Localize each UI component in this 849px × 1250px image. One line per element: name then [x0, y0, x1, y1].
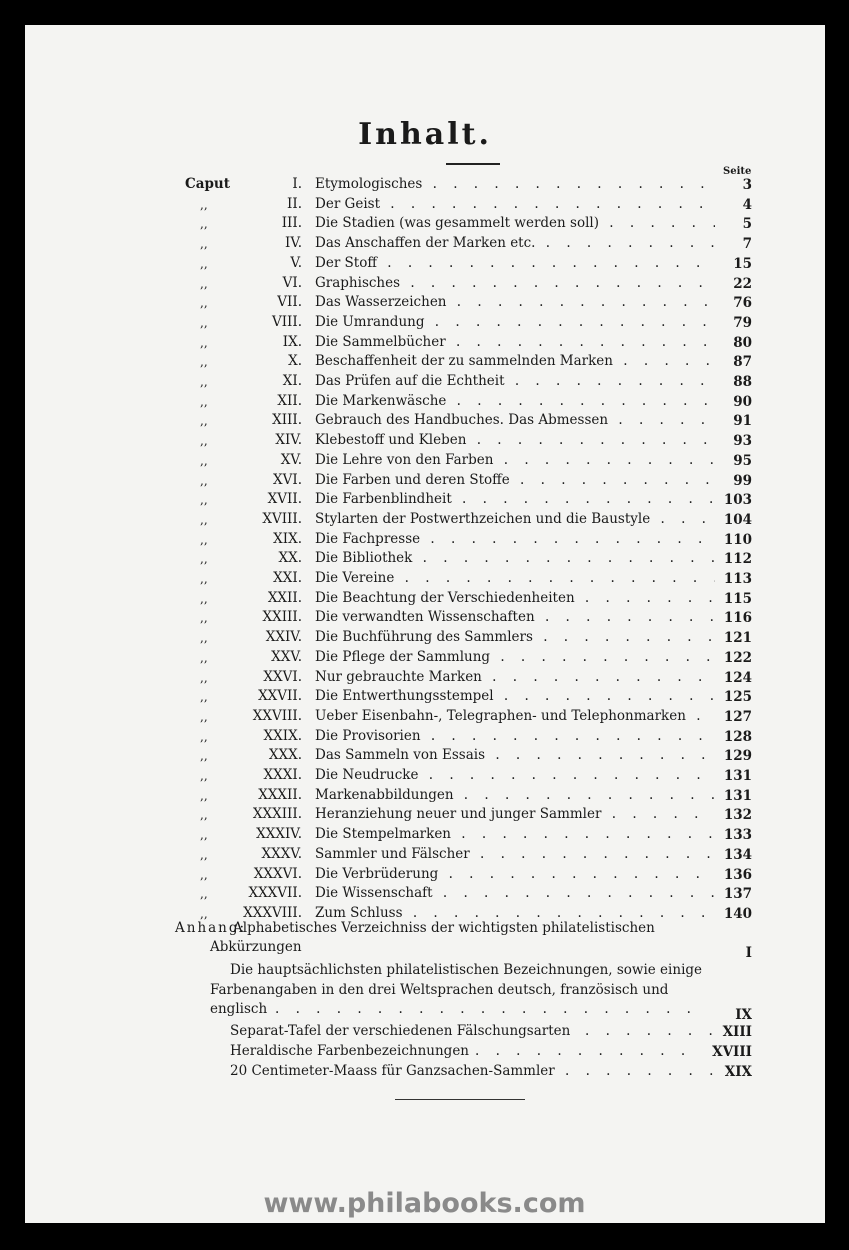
appendix-item-2-line-2: Farbenangaben in den drei Weltsprachen deutsch, französisch und [210, 982, 669, 998]
ditto-mark: ,, [200, 887, 208, 902]
chapter-number: VII. [277, 294, 302, 311]
ditto-mark: ,, [200, 296, 208, 311]
chapter-number: XXXVI. [253, 865, 302, 882]
chapter-page: 80 [733, 334, 752, 351]
appendix-item-1-page: I [745, 945, 752, 961]
chapter-number: V. [290, 254, 302, 271]
ditto-mark: ,, [200, 572, 208, 586]
chapter-title: Markenabbildungen . . . [315, 787, 715, 803]
chapter-number: X. [288, 353, 302, 370]
toc-row [25, 452, 825, 472]
ditto-mark: ,, [200, 867, 208, 882]
chapter-title: Die Lehre von den Farben . . . [315, 452, 715, 468]
chapter-title: Zum Schluss . . . [315, 905, 715, 921]
footer-url: www.philabooks.com [263, 1188, 586, 1219]
ditto-mark: ,, [200, 532, 208, 547]
chapter-title: Der Stoff . . . [315, 255, 715, 271]
toc-row [25, 866, 825, 886]
ditto-mark: ,, [200, 512, 208, 527]
chapter-page: 113 [723, 571, 752, 587]
ditto-mark: ,, [200, 434, 208, 449]
ditto-mark: ,, [200, 906, 208, 921]
toc-row [25, 294, 825, 314]
toc-row [25, 550, 825, 570]
ditto-mark: ,, [200, 611, 208, 626]
ditto-mark: ,, [200, 729, 208, 744]
ditto-mark: ,, [200, 769, 208, 783]
chapter-title: Nur gebrauchte Marken . . . [315, 669, 715, 685]
chapter-page: 128 [723, 728, 752, 745]
chapter-page: 131 [723, 768, 752, 784]
chapter-number: XXI. [273, 570, 302, 586]
chapter-title: Die Farbenblindheit . . . [315, 491, 715, 507]
appendix-item-3-page: XIII [722, 1024, 752, 1040]
chapter-title: Die Bibliothek . . . [315, 550, 715, 566]
chapter-title: Die Fachpresse . . . [315, 531, 715, 547]
chapter-page: 136 [723, 866, 752, 883]
book-page [25, 25, 825, 1223]
chapter-number: XXII. [267, 589, 302, 606]
chapter-page: 131 [723, 787, 752, 804]
ditto-mark: ,, [200, 591, 208, 606]
chapter-number: XXVIII. [252, 707, 302, 724]
appendix-item-4-leader [475, 1043, 700, 1059]
chapter-title: Die Sammelbücher . . . [315, 334, 715, 350]
chapter-title: Ueber Eisenbahn-, Telegraphen- und Telephonmarken . . . [315, 708, 715, 724]
chapter-page: 140 [723, 905, 752, 922]
chapter-page: 110 [723, 531, 752, 548]
chapter-page: 91 [733, 413, 752, 430]
chapter-page: 15 [733, 255, 752, 272]
toc-row [25, 472, 825, 492]
chapter-number: XXXVII. [248, 885, 302, 902]
chapter-page: 87 [733, 354, 752, 371]
appendix-item-3-title: Separat-Tafel der verschiedenen Fälschungsarten [230, 1023, 571, 1039]
chapter-page: 88 [733, 374, 752, 390]
chapter-page: 125 [723, 689, 752, 706]
chapter-number: XXVI. [263, 668, 302, 685]
chapter-number: IV. [284, 235, 302, 252]
toc-row [25, 629, 825, 649]
chapter-title: Die Entwerthungsstempel . . . [315, 688, 715, 704]
ditto-mark: ,, [200, 847, 208, 862]
chapter-number: XXXVIII. [243, 904, 302, 921]
chapter-page: 5 [742, 216, 752, 233]
toc-row [25, 215, 825, 235]
appendix-item-2-line-3: englisch [210, 1001, 268, 1017]
chapter-page: 103 [723, 492, 752, 509]
chapter-title: Graphisches . . . [315, 275, 715, 291]
toc-row [25, 373, 825, 393]
chapter-title: Der Geist . . . [315, 196, 715, 212]
toc-row [25, 747, 825, 767]
chapter-number: XXIII. [262, 609, 302, 626]
chapter-title: Die Beachtung der Verschiedenheiten . . . [315, 590, 715, 606]
chapter-number: XXVII. [258, 688, 302, 705]
ditto-mark: ,, [200, 552, 208, 567]
toc-row [25, 314, 825, 334]
chapter-title: Beschaffenheit der zu sammelnden Marken . . . [315, 353, 715, 369]
chapter-title: Das Wasserzeichen . . . [315, 294, 715, 310]
chapter-number: I. [292, 176, 302, 192]
chapter-number: XVIII. [262, 510, 302, 527]
ditto-mark: ,, [200, 788, 208, 803]
ditto-mark: ,, [200, 237, 208, 252]
chapter-page: 104 [723, 511, 752, 528]
title-rule [446, 163, 500, 165]
toc-row [25, 708, 825, 728]
bottom-rule [395, 1099, 525, 1100]
ditto-mark: ,, [200, 394, 208, 409]
ditto-mark: ,, [200, 276, 208, 291]
toc-row [25, 196, 825, 216]
chapter-page: 90 [733, 393, 752, 410]
chapter-title: Gebrauch des Handbuches. Das Abmessen . . . [315, 412, 715, 428]
appendix-item-1-line-2: Abkürzungen [210, 939, 302, 955]
chapter-number: III. [281, 215, 302, 232]
caput-label: Caput [185, 176, 230, 192]
chapter-number: XXIV. [265, 629, 302, 646]
chapter-page: 122 [723, 649, 752, 666]
chapter-page: 124 [723, 669, 752, 686]
appendix-item-2-leader [275, 1001, 705, 1017]
chapter-title: Heranziehung neuer und junger Sammler . . . [315, 806, 715, 822]
chapter-title: Die Stadien (was gesammelt werden soll) . . . [315, 215, 715, 231]
chapter-number: VI. [282, 274, 302, 291]
ditto-mark: ,, [200, 256, 208, 271]
ditto-mark: ,, [200, 473, 208, 488]
chapter-title: Die verwandten Wissenschaften . . . [315, 609, 715, 625]
ditto-mark: ,, [200, 690, 208, 705]
toc-row [25, 846, 825, 866]
chapter-title: Die Provisorien . . . [315, 728, 715, 744]
appendix-item-2-line-1: Die hauptsächlichsten philatelistischen Bezeichnungen, sowie einige [230, 962, 703, 978]
chapter-number: XXXII. [258, 786, 302, 803]
chapter-number: XXXV. [261, 845, 302, 862]
chapter-number: XX. [278, 550, 302, 567]
toc-row [25, 787, 825, 807]
chapter-title: Das Anschaffen der Marken etc. . . . [315, 235, 715, 251]
ditto-mark: ,, [200, 749, 208, 764]
toc-row [25, 432, 825, 452]
chapter-page: 22 [733, 275, 752, 292]
chapter-number: II. [287, 195, 302, 212]
toc-row [25, 235, 825, 255]
chapter-number: XXXIV. [256, 826, 302, 843]
toc-row [25, 393, 825, 413]
toc-row [25, 590, 825, 610]
chapter-page: 132 [723, 807, 752, 824]
chapter-number: XV. [280, 451, 302, 468]
chapter-page: 99 [733, 472, 752, 489]
ditto-mark: ,, [200, 197, 208, 212]
ditto-mark: ,, [200, 828, 208, 843]
ditto-mark: ,, [200, 414, 208, 429]
page-title: Inhalt. [358, 117, 492, 152]
ditto-mark: ,, [200, 670, 208, 685]
chapter-title: Sammler und Fälscher . . . [315, 846, 715, 862]
chapter-title: Klebestoff und Kleben . . . [315, 432, 715, 448]
appendix-item-5-leader [565, 1063, 715, 1079]
chapter-page: 121 [723, 630, 752, 647]
chapter-page: 137 [723, 886, 752, 903]
chapter-number: XVII. [267, 491, 302, 508]
chapter-number: XIII. [272, 412, 302, 429]
toc-row [25, 885, 825, 905]
chapter-title: Das Prüfen auf die Echtheit . . . [315, 373, 715, 389]
chapter-number: XIX. [273, 530, 302, 547]
toc-row [25, 531, 825, 551]
appendix-item-5-page: XIX [724, 1064, 752, 1080]
chapter-page: 134 [723, 846, 752, 863]
chapter-number: VIII. [271, 313, 302, 330]
ditto-mark: ,, [200, 335, 208, 350]
appendix-item-3-leader [585, 1023, 713, 1039]
chapter-number: XVI. [273, 471, 302, 488]
chapter-title: Die Markenwäsche . . . [315, 393, 715, 409]
chapter-number: IX. [282, 333, 302, 350]
chapter-title: Das Sammeln von Essais . . . [315, 747, 715, 763]
toc-row [25, 511, 825, 531]
toc-row [25, 275, 825, 295]
chapter-page: 112 [723, 551, 752, 568]
chapter-title: Die Buchführung des Sammlers . . . [315, 629, 715, 645]
chapter-title: Die Stempelmarken . . . [315, 826, 715, 842]
toc-row [25, 767, 825, 787]
ditto-mark: ,, [200, 217, 208, 232]
chapter-number: XXXI. [263, 767, 302, 783]
chapter-page: 95 [733, 452, 752, 469]
ditto-mark: ,, [200, 315, 208, 330]
chapter-number: XIV. [275, 432, 302, 449]
chapter-page: 4 [742, 196, 752, 213]
toc-row [25, 806, 825, 826]
chapter-number: XXIX. [263, 727, 302, 744]
chapter-page: 127 [723, 708, 752, 725]
seite-header: Seite [723, 166, 752, 177]
chapter-title: Die Wissenschaft . . . [315, 885, 715, 901]
chapter-title: Etymologisches . . . [315, 176, 715, 192]
chapter-number: XI. [282, 373, 302, 389]
chapter-title: Stylarten der Postwerthzeichen und die Baustyle . . . [315, 511, 715, 527]
chapter-number: XXXIII. [252, 806, 302, 823]
chapter-page: 129 [723, 748, 752, 765]
chapter-title: Die Farben und deren Stoffe . . . [315, 472, 715, 488]
chapter-page: 7 [742, 236, 752, 253]
toc-row [25, 176, 825, 196]
toc-row [25, 255, 825, 275]
toc-row [25, 649, 825, 669]
chapter-page: 133 [723, 827, 752, 844]
chapter-title: Die Pflege der Sammlung . . . [315, 649, 715, 665]
ditto-mark: ,, [200, 650, 208, 665]
toc-row [25, 669, 825, 689]
ditto-mark: ,, [200, 375, 208, 389]
ditto-mark: ,, [200, 355, 208, 370]
toc-row [25, 570, 825, 590]
chapter-page: 115 [723, 590, 752, 607]
chapter-number: XII. [277, 392, 302, 409]
chapter-number: XXV. [271, 648, 302, 665]
appendix-label: Anhang: [175, 920, 247, 936]
chapter-title: Die Vereine . . . [315, 570, 715, 586]
toc-row [25, 353, 825, 373]
toc-row [25, 334, 825, 354]
chapter-page: 76 [733, 295, 752, 312]
chapter-title: Die Verbrüderung . . . [315, 866, 715, 882]
ditto-mark: ,, [200, 631, 208, 646]
chapter-page: 79 [733, 314, 752, 331]
chapter-page: 3 [742, 177, 752, 193]
ditto-mark: ,, [200, 709, 208, 724]
toc-row [25, 728, 825, 748]
appendix-item-2-page: IX [735, 1007, 752, 1023]
ditto-mark: ,, [200, 493, 208, 508]
chapter-title: Die Umrandung . . . [315, 314, 715, 330]
appendix-item-5-title: 20 Centimeter-Maass für Ganzsachen-Sammler [230, 1063, 555, 1079]
ditto-mark: ,, [200, 808, 208, 823]
toc-row [25, 412, 825, 432]
chapter-page: 116 [723, 610, 752, 627]
appendix-item-1-line-1: Alphabetisches Verzeichniss der wichtigsten philatelistischen [233, 920, 655, 936]
toc-row [25, 688, 825, 708]
appendix-item-4-title: Heraldische Farbenbezeichnungen [230, 1043, 469, 1059]
chapter-page: 93 [733, 433, 752, 450]
appendix-item-4-page: XVIII [712, 1044, 752, 1060]
toc-row [25, 826, 825, 846]
toc-row [25, 609, 825, 629]
chapter-title: Die Neudrucke . . . [315, 767, 715, 783]
toc-row [25, 491, 825, 511]
chapter-number: XXX. [268, 747, 302, 764]
ditto-mark: ,, [200, 453, 208, 468]
